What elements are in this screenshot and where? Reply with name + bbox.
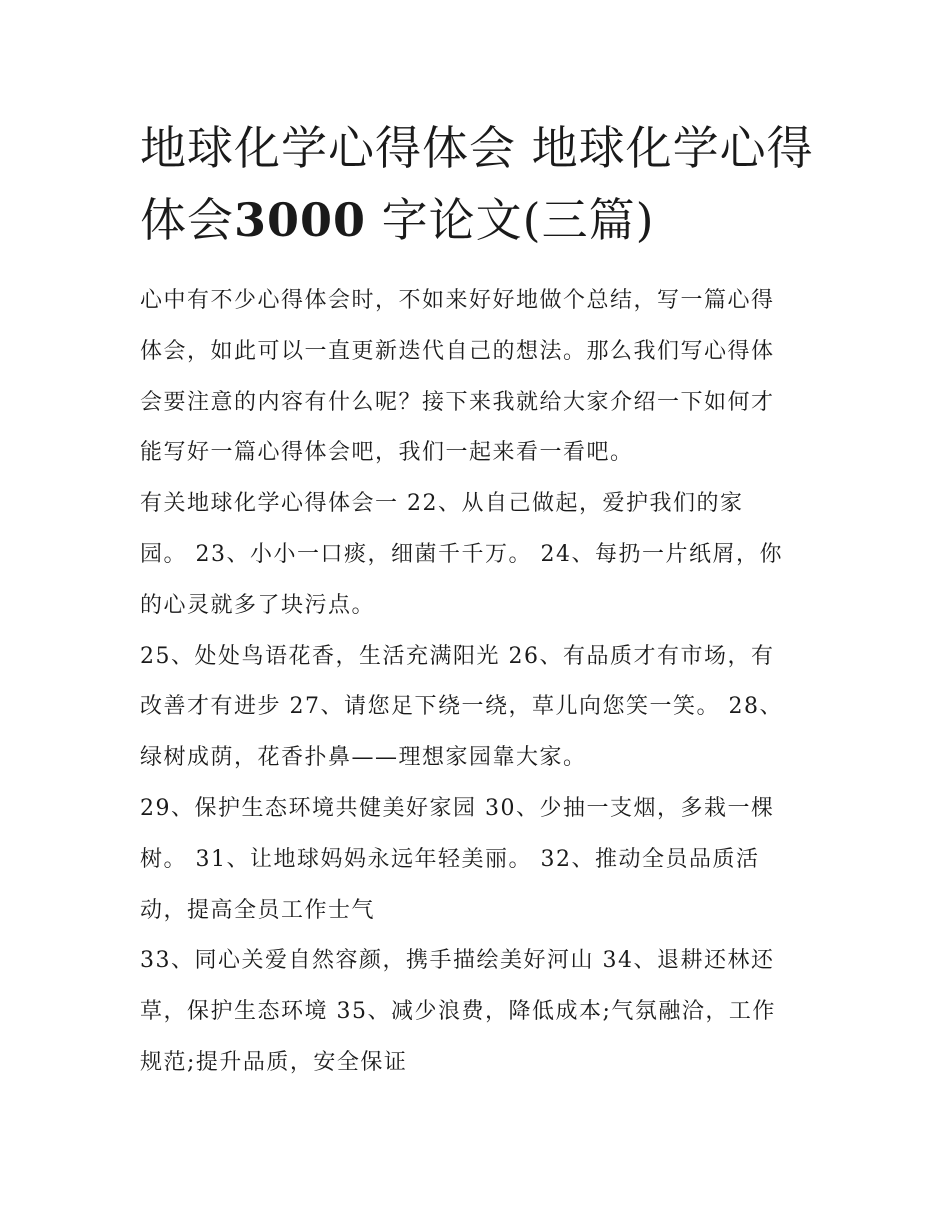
document-title	[140, 112, 820, 256]
title-text-part1: 地球化学心得体会 地球化学心得体会	[140, 121, 814, 247]
paragraph-25-28: 25、处处鸟语花香，生活充满阳光 26、有品质才有市场，有 改善才有进步 27、请您足下绕一绕，草儿向您笑一笑。 28、 绿树成荫，花香扑鼻——理想家园靠大家。	[140, 643, 783, 771]
paragraph-33-35: 33、同心关爱自然容颜，携手描绘美好河山 34、退耕还林还 草，保护生态环境 35、减少浪费，降低成本;气氛融洽，工作 规范;提升品质，安全保证	[140, 948, 776, 1075]
paragraph-intro: 心中有不少心得体会时，不如来好好地做个总结，写一篇心得 体会，如此可以一直更新迭代自己的想法。那么我们写心得体 会要注意的内容有什么呢？接下来我就给大家介绍一下如何才 能写好一篇心得体会吧，我们一起来看一看吧。	[140, 288, 775, 466]
paragraph-22-24: 有关地球化学心得体会一 22、从自己做起，爱护我们的家 园。 23、小小一口痰，细菌千千万。 24、每扔一片纸屑，你 的心灵就多了块污点。	[140, 491, 783, 618]
document-body	[140, 276, 820, 1089]
title-number: 3000	[234, 193, 367, 247]
paragraph-29-32: 29、保护生态环境共健美好家园 30、少抽一支烟，多栽一棵 树。 31、让地球妈妈永远年轻美丽。 32、推动全员品质活 动，提高全员工作士气	[140, 795, 775, 923]
title-text-part2: 字论文(三篇)	[366, 193, 655, 247]
